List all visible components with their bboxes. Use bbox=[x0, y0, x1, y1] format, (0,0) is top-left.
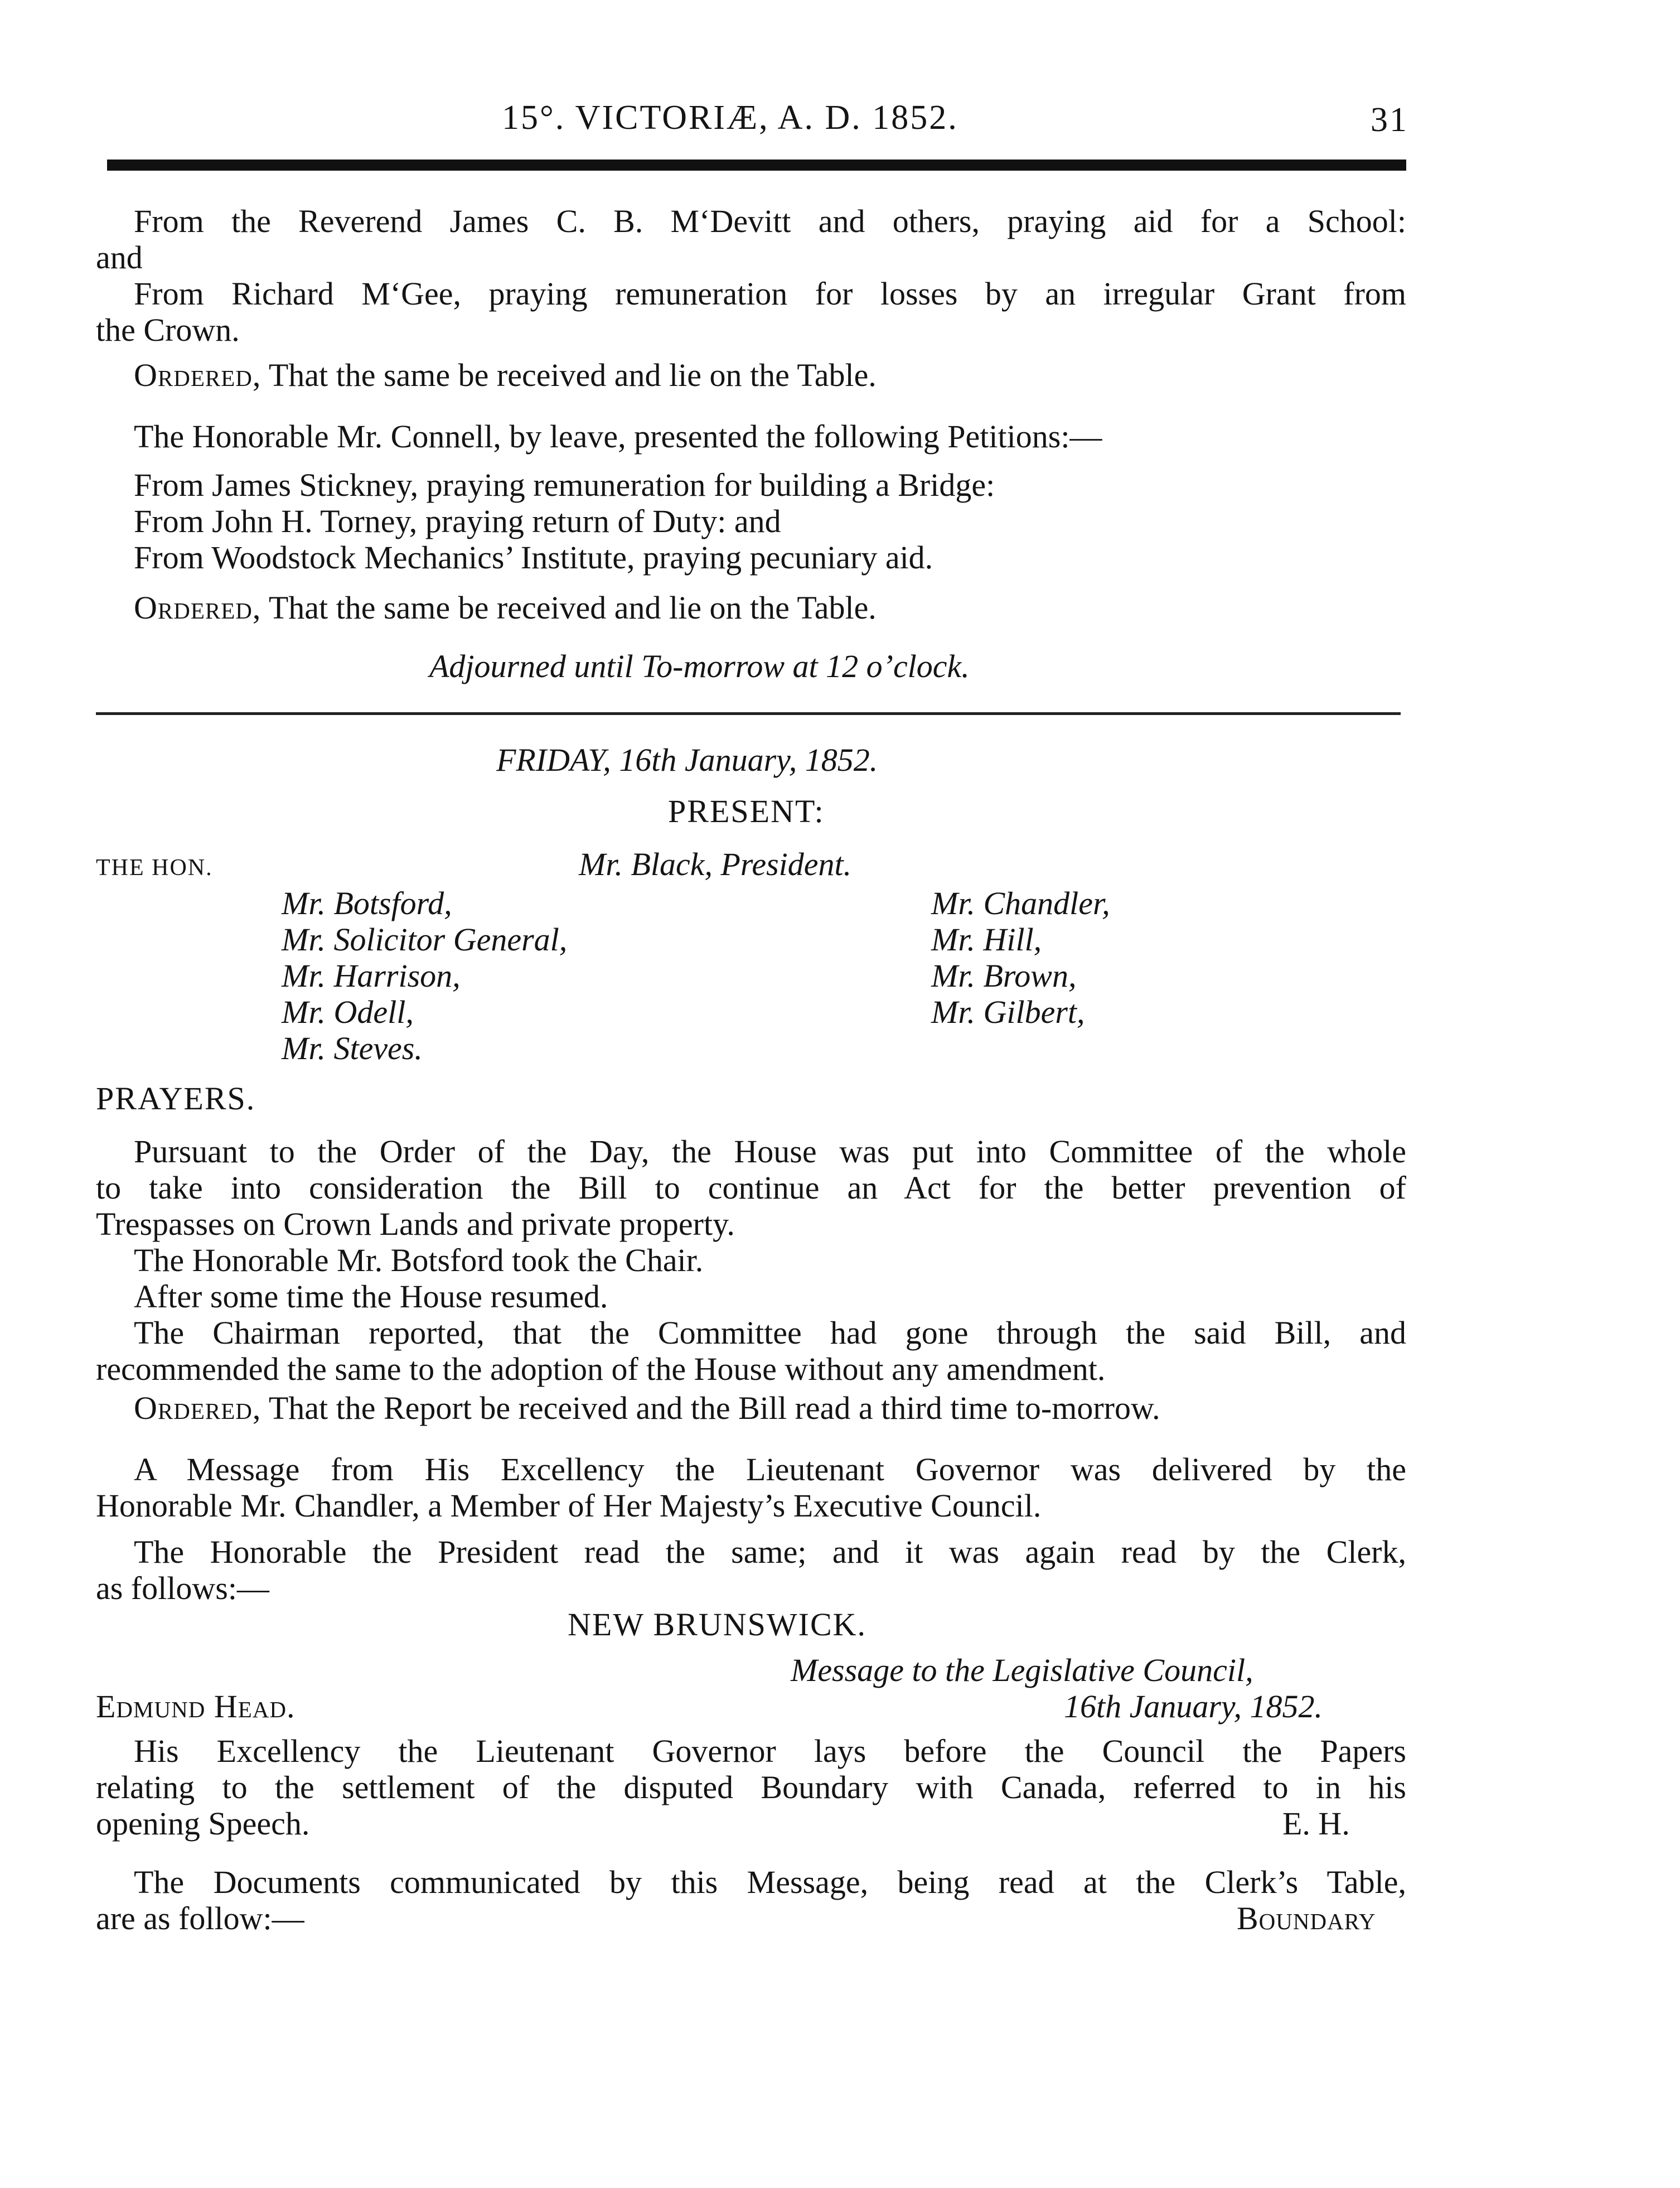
text-line: From Richard M‘Gee, praying remuneration for losses by an irregular Grant from bbox=[134, 276, 1406, 312]
catchword: Boundary bbox=[1237, 1900, 1376, 1936]
ordered-text: That the same be received and lie on the Table. bbox=[268, 357, 877, 393]
president-line: Mr. Black, President. bbox=[579, 846, 852, 882]
ordered-label: Ordered, bbox=[134, 357, 262, 393]
message-date: 16th January, 1852. bbox=[1064, 1688, 1323, 1725]
ordered-text: That the same be received and lie on the Table. bbox=[268, 590, 877, 626]
text-line: as follows:— bbox=[96, 1570, 269, 1606]
member-left: Mr. Botsford, bbox=[282, 885, 452, 921]
page-number: 31 bbox=[1371, 101, 1408, 139]
text-line: are as follow:— bbox=[96, 1900, 304, 1936]
message-initials: E. H. bbox=[1282, 1805, 1350, 1842]
text-line: The Chairman reported, that the Committee had gone through the said Bill, and bbox=[134, 1315, 1406, 1351]
ordered-paragraph bbox=[134, 588, 877, 627]
member-right: Mr. Hill, bbox=[931, 921, 1042, 958]
ordered-label: Ordered, bbox=[134, 590, 262, 626]
text-line: relating to the settlement of the disputed Boundary with Canada, referred to in his bbox=[96, 1769, 1406, 1805]
member-left: Mr. Solicitor General, bbox=[282, 921, 568, 958]
adjournment-note: Adjourned until To-morrow at 12 o’clock. bbox=[429, 648, 970, 684]
text-line: the Crown. bbox=[96, 312, 240, 348]
ordered-label: Ordered, bbox=[134, 1390, 262, 1426]
text-line: opening Speech. bbox=[96, 1805, 310, 1842]
header-rule bbox=[107, 160, 1406, 171]
member-right: Mr. Gilbert, bbox=[931, 994, 1085, 1030]
member-left: Mr. Harrison, bbox=[282, 958, 461, 994]
prayers-label: PRAYERS. bbox=[96, 1080, 256, 1117]
petition-line: From James Stickney, praying remuneration for building a Bridge: bbox=[134, 467, 995, 503]
running-header: 15°. VICTORIÆ, A. D. 1852. bbox=[502, 99, 958, 137]
text-line: Pursuant to the Order of the Day, the House was put into Committee of the whole bbox=[134, 1133, 1406, 1170]
text-line: Honorable Mr. Chandler, a Member of Her Majesty’s Executive Council. bbox=[96, 1487, 1042, 1524]
text-line: The Honorable Mr. Connell, by leave, presented the following Petitions:— bbox=[134, 418, 1102, 455]
ordered-paragraph bbox=[134, 356, 877, 395]
member-right: Mr. Brown, bbox=[931, 958, 1077, 994]
session-date: FRIDAY, 16th January, 1852. bbox=[496, 742, 878, 778]
text-line: recommended the same to the adoption of the House without any amendment. bbox=[96, 1351, 1106, 1387]
present-heading: PRESENT: bbox=[668, 793, 825, 829]
petition-line: From John H. Torney, praying return of Duty: and bbox=[134, 503, 781, 539]
text-line: The Honorable the President read the same; and it was again read by the Clerk, bbox=[134, 1534, 1406, 1570]
text-line: The Honorable Mr. Botsford took the Chair. bbox=[134, 1242, 704, 1278]
ordered-paragraph bbox=[134, 1389, 1160, 1428]
the-hon-label: THE HON. bbox=[96, 855, 213, 881]
text-line: The Documents communicated by this Message, being read at the Clerk’s Table, bbox=[134, 1864, 1406, 1900]
member-left: Mr. Steves. bbox=[282, 1030, 423, 1066]
message-address: Message to the Legislative Council, bbox=[791, 1652, 1253, 1688]
member-right: Mr. Chandler, bbox=[931, 885, 1110, 921]
text-line: to take into consideration the Bill to continue an Act for the better prevention of bbox=[96, 1170, 1406, 1206]
member-left: Mr. Odell, bbox=[282, 994, 414, 1030]
text-line: From the Reverend James C. B. M‘Devitt and others, praying aid for a School: bbox=[134, 203, 1406, 239]
message-heading: NEW BRUNSWICK. bbox=[568, 1606, 867, 1643]
message-signer: Edmund Head. bbox=[96, 1688, 296, 1725]
text-line: Trespasses on Crown Lands and private property. bbox=[96, 1206, 735, 1242]
section-rule bbox=[96, 712, 1401, 715]
text-line: After some time the House resumed. bbox=[134, 1278, 608, 1315]
text-line: and bbox=[96, 239, 143, 276]
ordered-text: That the Report be received and the Bill read a third time to-morrow. bbox=[268, 1390, 1160, 1426]
petition-line: From Woodstock Mechanics’ Institute, praying pecuniary aid. bbox=[134, 539, 933, 576]
text-line: His Excellency the Lieutenant Governor lays before the Council the Papers bbox=[134, 1733, 1406, 1769]
text-line: A Message from His Excellency the Lieutenant Governor was delivered by the bbox=[134, 1451, 1406, 1487]
